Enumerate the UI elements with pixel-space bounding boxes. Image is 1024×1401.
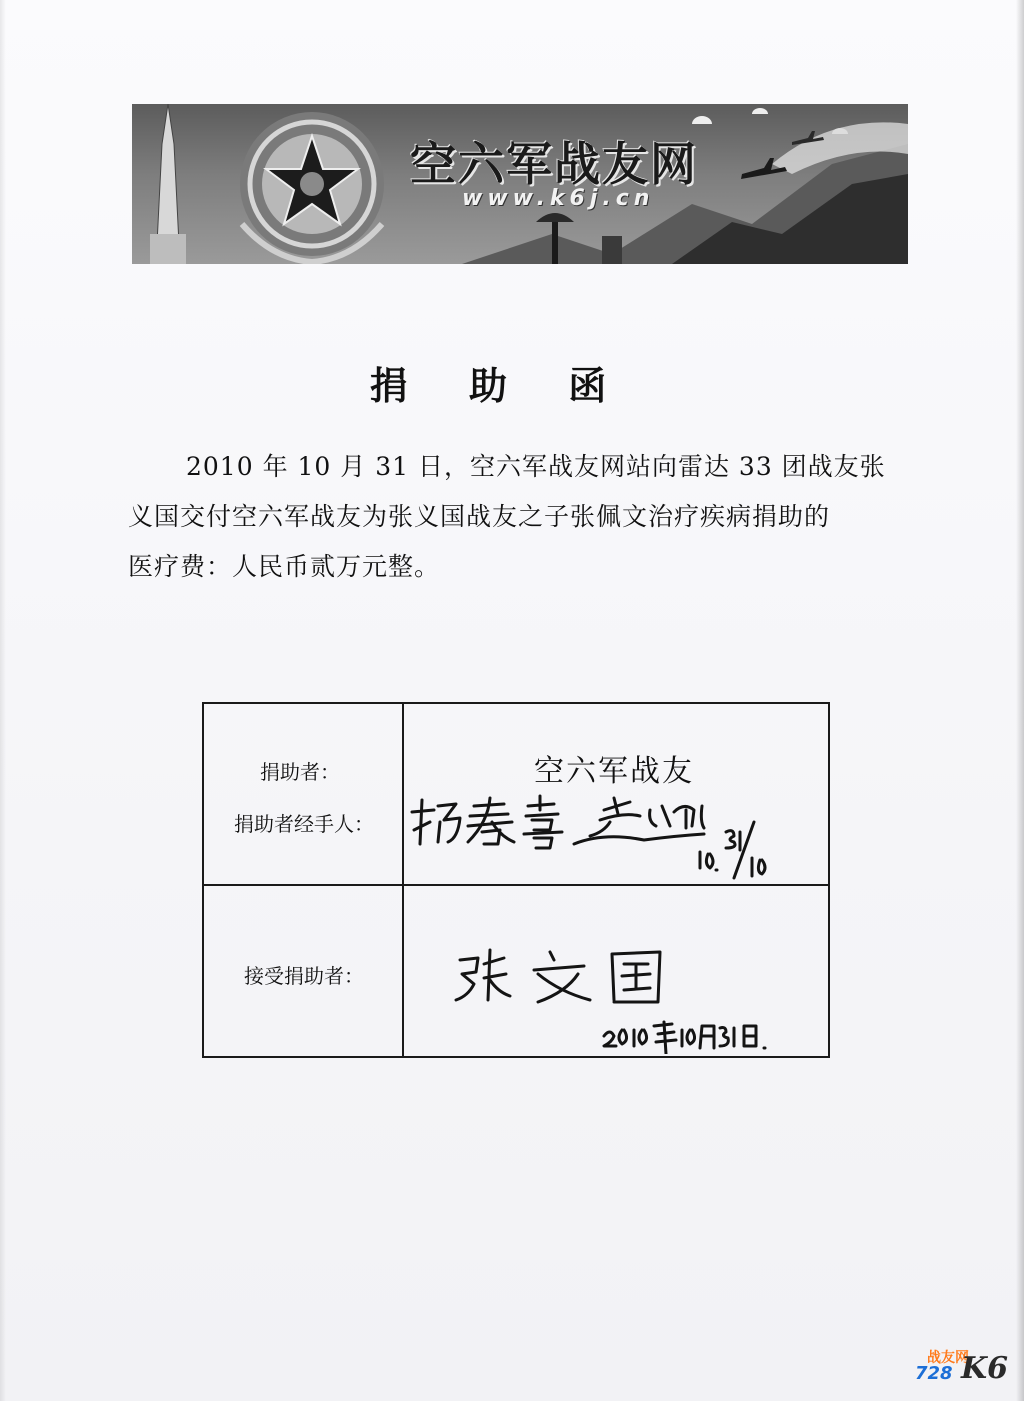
banner-site-name: 空六军战友网 [410, 137, 698, 191]
scan-shadow-right [1016, 0, 1024, 1401]
recipient-signature [454, 944, 814, 1054]
watermark-number: 728 [915, 1363, 953, 1384]
watermark-top-text: 战友网 [927, 1350, 969, 1366]
banner-site-url: www.k6j.cn [462, 186, 655, 211]
star-emblem-icon [240, 112, 384, 262]
body-line: 医疗费：人民币贰万元整。 [128, 552, 441, 581]
recipient-label: 接受捐助者： [244, 964, 364, 988]
body-paragraph [128, 442, 886, 592]
handler-signature [404, 792, 784, 882]
table-row-divider [204, 884, 828, 886]
document-title: 捐 助 函 [369, 364, 631, 408]
body-line: 义国交付空六军战友为张义国战友之子张佩文治疗疾病捐助的 [128, 502, 831, 531]
scan-shadow-left [0, 0, 6, 1401]
site-watermark-logo [915, 1347, 1011, 1387]
handler-label: 捐助者经手人： [234, 812, 374, 836]
signature-table [202, 702, 830, 1058]
donor-name: 空六军战友 [534, 754, 694, 789]
body-line: 2010 年 10 月 31 日，空六军战友网站向雷达 33 团战友张 [186, 452, 886, 481]
watermark-k6-mark: K6 [961, 1351, 1008, 1386]
donor-label: 捐助者： [260, 760, 340, 784]
